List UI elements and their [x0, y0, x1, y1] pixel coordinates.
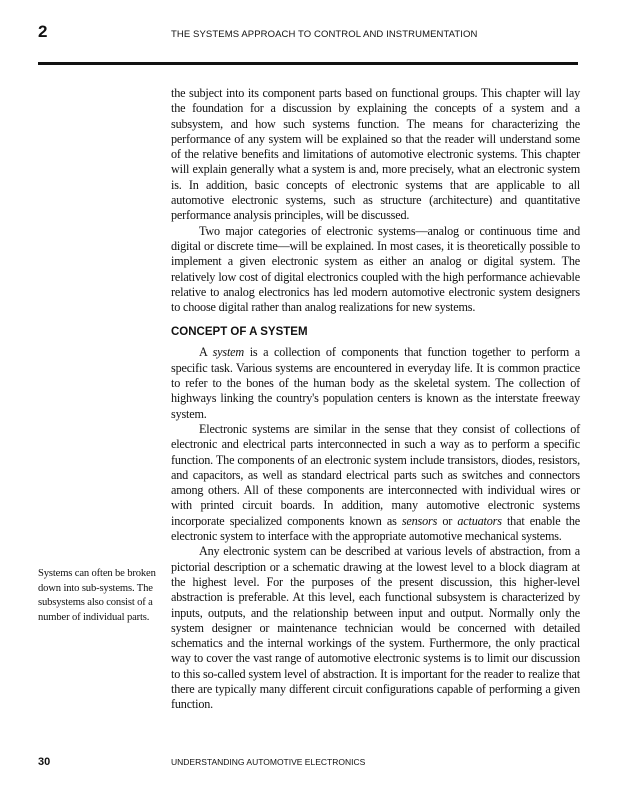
- para3-rest: is a collection of components that function together to perform a specific task. Various systems are encountered in everyday life. It is common practice to refer to the bones of the human body as the skeletal system. The collection of highways linking the country's population centers is known as the interstate freeway system.: [171, 345, 580, 421]
- para4-mid: or: [437, 513, 458, 528]
- para4-text: Electronic systems are similar in the sense that they consist of collections of electronic and electrical parts interconnected in such a way as to perform a specific function. The components of an electronic system include transistors, diodes, resistors, and capacitors, as well as standard electrical parts such as switches and connectors among others. All of these components are interconnected with individual wires or with printed circuit boards. In addition, many automotive electronic systems incorporate specialized components known as: [171, 421, 580, 528]
- paragraph-electronic-systems: [171, 422, 580, 544]
- header-chapter-number: 2: [38, 22, 48, 41]
- paragraph-system-definition: [171, 345, 580, 421]
- term-actuators: actuators: [457, 513, 502, 528]
- para3-lead: A: [199, 345, 213, 360]
- paragraph-intro: the subject into its component parts based on functional groups. This chapter will lay the foundation for a discussion by explaining the concepts of a system and a subsystem, and how such systems function. The means for characterizing the performance of any system will be explained so that the reader will understand some of the relative benefits and limitations of automotive electronic systems. This chapter will explain generally what a system is and, more precisely, what an electronic system is. In addition, basic concepts of electronic systems that are applicable to all automotive electronic systems, such as structure (architecture) and quantitative performance analysis principles, will be discussed.: [171, 86, 580, 223]
- header-rule: [38, 62, 578, 65]
- term-system: system: [212, 345, 245, 360]
- main-text-column: [171, 86, 580, 713]
- para4-rest: that enable the electronic system to interface with the appropriate automotive mechanical systems.: [171, 513, 581, 544]
- paragraph-analog-digital: Two major categories of electronic systems—analog or continuous time and digital or discrete time—will be explained. In most cases, it is theoretically possible to implement a given electronic system as either an analog or digital system. The relatively low cost of digital electronics coupled with the high performance achievable relative to analog electronics has led modern automotive electronic system designers to choose digital rather than analog realizations for new systems.: [171, 223, 580, 315]
- footer-page-number: 30: [38, 756, 51, 768]
- footer-book-title: UNDERSTANDING AUTOMOTIVE ELECTRONICS: [171, 757, 366, 767]
- margin-note: Systems can often be broken down into sub-systems. The subsystems also consist of a number of individual parts.: [38, 568, 156, 623]
- paragraph-abstraction: Any electronic system can be described at various levels of abstraction, from a pictorial description or a schematic drawing at the lowest level to a block diagram at the highest level. For the purposes of the present discussion, this higher-level abstraction is preferable. At this level, each functional subsystem is characterized by inputs, outputs, and the relationship between input and output. Normally only the system designer or maintenance technician would be concerned with detailed schematics and the internal workings of the system. Furthermore, the only practical way to cover the vast range of automotive electronic systems is to limit our discussion to this so-called system level of abstraction. It is important for the reader to realize that there are typically many different circuit configurations capable of performing a given function.: [171, 544, 580, 712]
- header-running-title: THE SYSTEMS APPROACH TO CONTROL AND INSTRUMENTATION: [171, 29, 478, 40]
- section-heading: CONCEPT OF A SYSTEM: [171, 326, 308, 339]
- term-sensors: sensors: [401, 513, 438, 528]
